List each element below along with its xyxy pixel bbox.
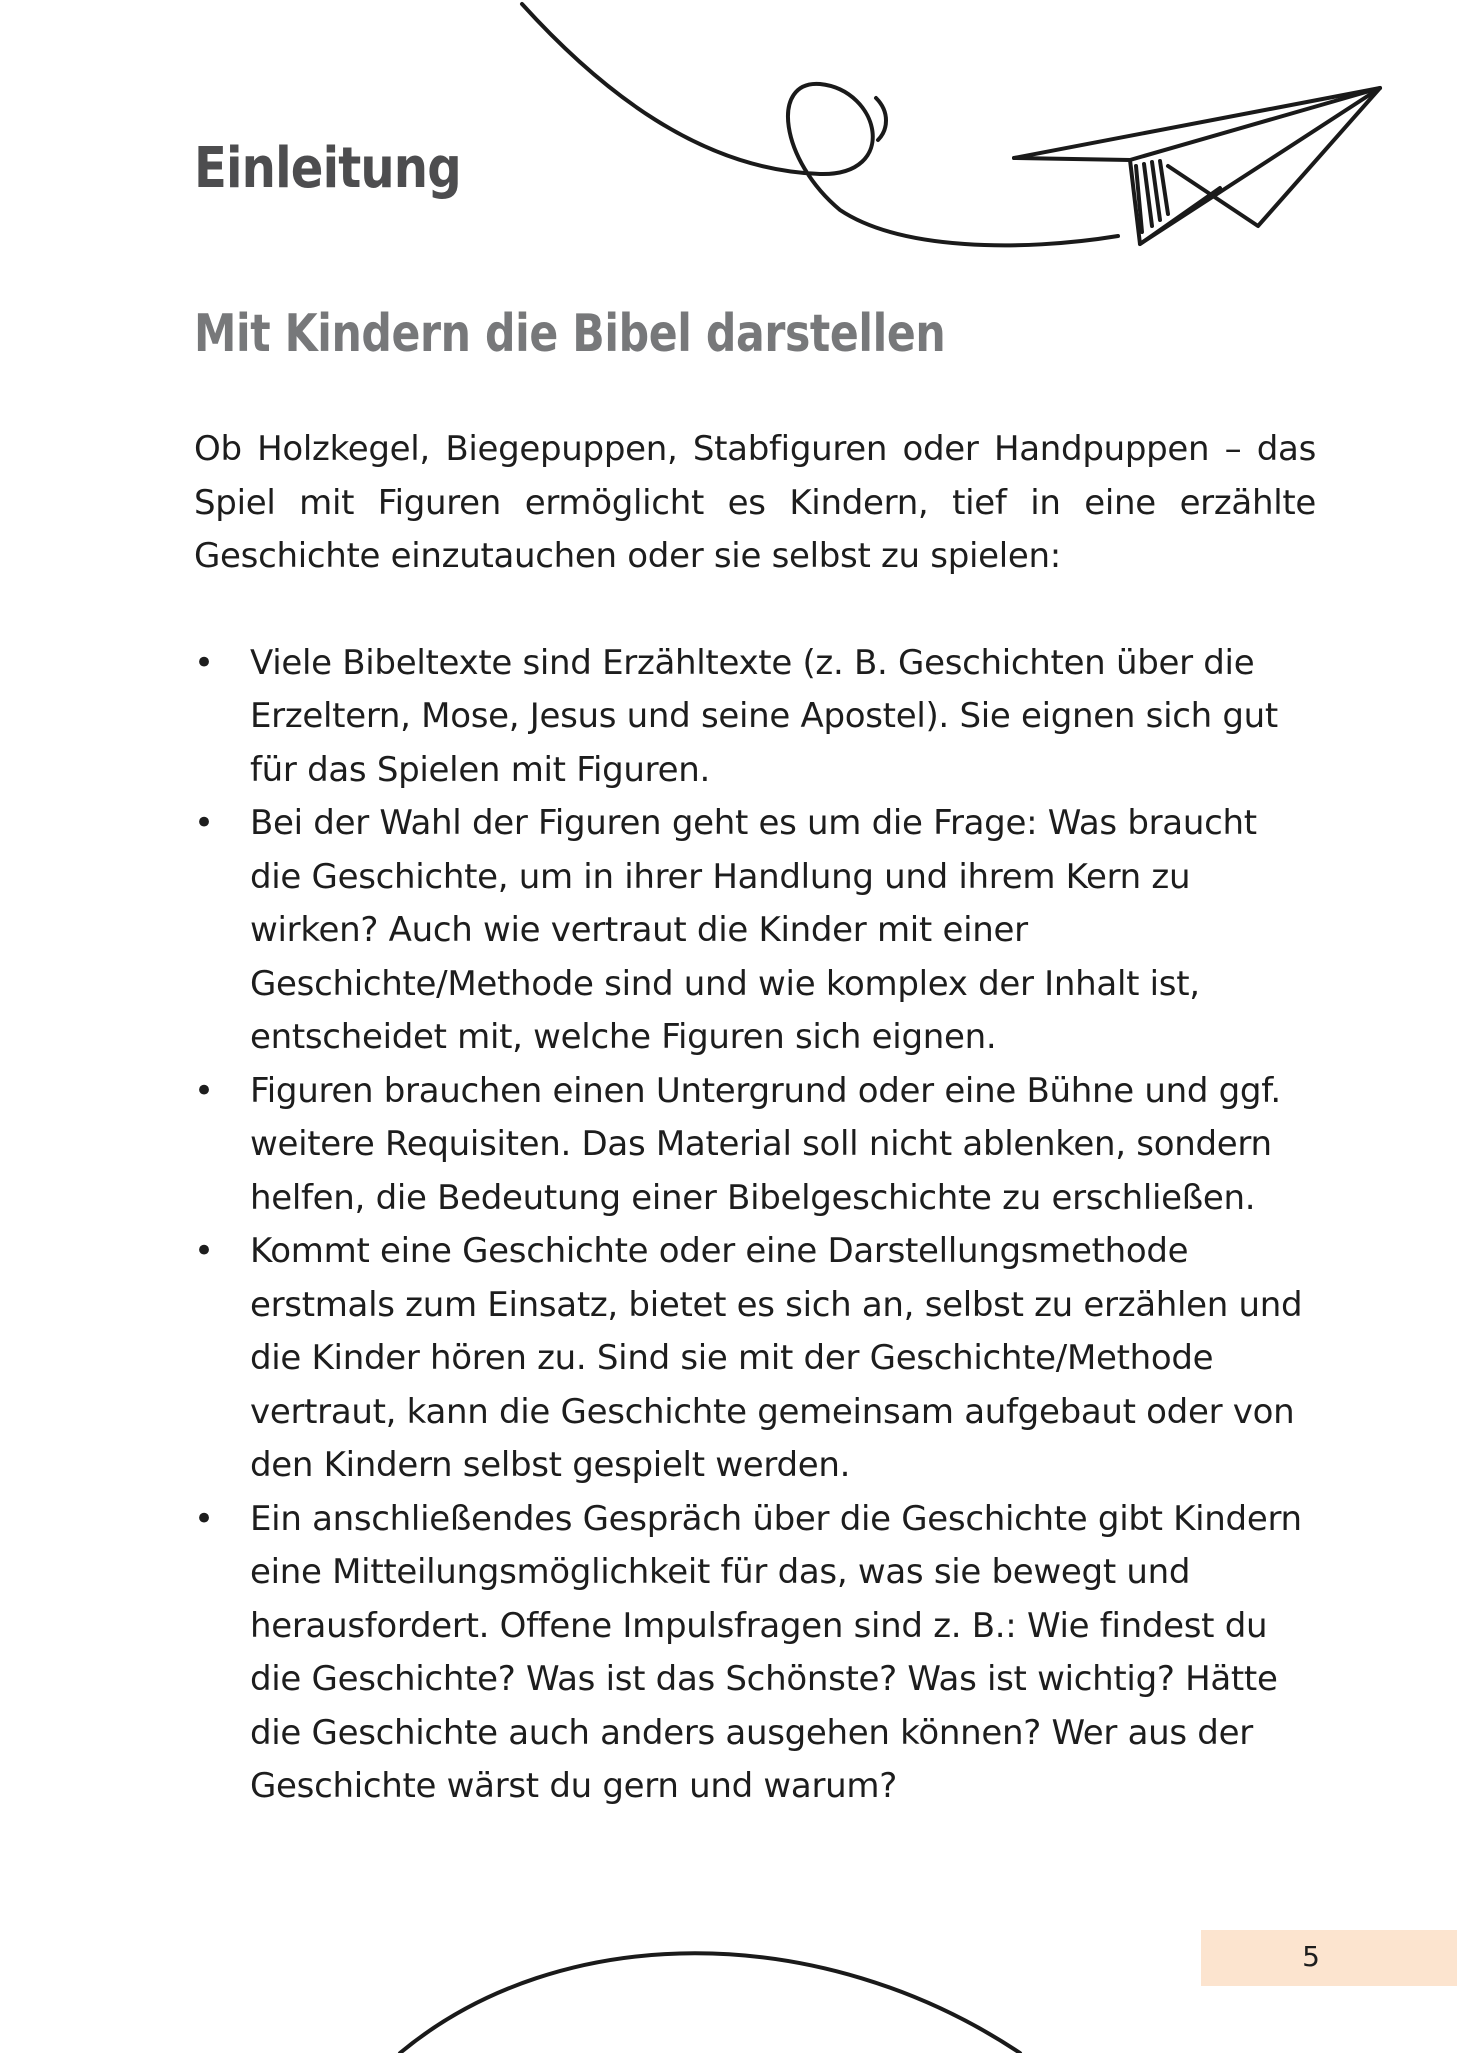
bullet-text: Ein anschließendes Gespräch über die Geschichte gibt Kindern eine Mitteilungsmöglichkeit für das, was sie bewegt und herausfordert. Offene Impulsfragen sind z. B.: Wie findest du die Geschichte? Was ist das Schönste? Was ist wichtig? Hätte die Geschichte auch anders ausgehen können? Wer aus der Geschichte wärst du gern und warum?: [250, 1498, 1302, 1806]
bullet-icon: •: [194, 1070, 214, 1111]
bullet-text: Figuren brauchen einen Untergrund oder eine Bühne und ggf. weitere Requisiten. Das Material soll nicht ablenken, sondern helfen, die Bedeutung einer Bibelgeschichte zu erschließen.: [250, 1070, 1281, 1218]
list-item: [194, 797, 1316, 1065]
bullet-icon: •: [194, 1498, 214, 1539]
curved-line-decoration: [400, 1953, 1020, 2053]
list-item: [194, 1065, 1316, 1226]
bullet-icon: •: [194, 1231, 214, 1271]
bullet-text: Bei der Wahl der Figuren geht es um die Frage: Was braucht die Geschichte, um in ihrer Handlung und ihrem Kern zu wirken? Auch wie vertraut die Kinder mit einer Geschichte/Methode sind und wie komplex der Inhalt ist, entscheidet mit, welche Figuren sich eignen.: [250, 803, 1257, 1057]
bullet-icon: •: [194, 803, 214, 843]
bullet-list: [194, 637, 1316, 1814]
main-content: [194, 423, 1316, 1814]
list-item: [194, 637, 1316, 798]
list-item: [194, 1225, 1316, 1493]
paper-plane-icon: [522, 4, 1380, 245]
bullet-text: Viele Bibeltexte sind Erzähltexte (z. B. Geschichten über die Erzeltern, Mose, Jesus und seine Apostel). Sie eignen sich gut für das Spielen mit Figuren.: [250, 642, 1278, 790]
bullet-text: Kommt eine Geschichte oder eine Darstellungsmethode erstmals zum Einsatz, bietet es sich an, selbst zu erzählen und die Kinder hören zu. Sind sie mit der Geschichte/Methode vertraut, kann die Geschichte gemeinsam aufgebaut oder von den Kindern selbst gespielt werden.: [250, 1231, 1303, 1485]
page-number: 5: [1302, 1940, 1320, 1973]
page-title: Einleitung: [194, 136, 461, 201]
bullet-icon: •: [194, 642, 214, 683]
intro-paragraph: Ob Holzkegel, Biegepuppen, Stabfiguren oder Handpuppen – das Spiel mit Figuren ermöglicht es Kindern, tief in eine erzählte Geschichte einzutauchen oder sie selbst zu spielen:: [194, 429, 1316, 576]
list-item: [194, 1493, 1316, 1814]
section-subtitle: Mit Kindern die Bibel darstellen: [194, 304, 946, 364]
